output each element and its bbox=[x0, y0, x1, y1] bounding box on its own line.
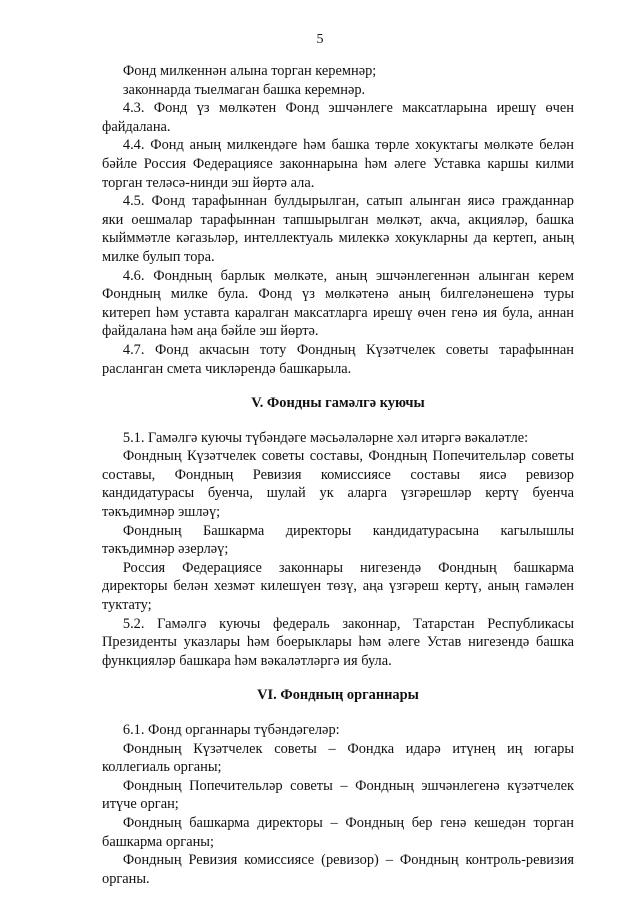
paragraph-5-1-item-2: Фондның Башкарма директоры кандидатурасына кагылышлы тәкъдимнәр әзерләү; bbox=[102, 522, 574, 558]
paragraph-6-1-item-3: Фондның башкарма директоры – Фондның бер генә кешедән торган башкарма органы; bbox=[102, 814, 574, 850]
paragraph-6-1-item-1: Фондның Күзәтчелек советы – Фондка идарә итүнең иң югары коллегиаль органы; bbox=[102, 740, 574, 776]
paragraph-5-1: 5.1. Гамәлгә куючы түбәндәге мәсьәләләрне хәл итәргә вәкаләтле: bbox=[122, 429, 529, 446]
paragraph-4-3: 4.3. Фонд үз мөлкәтен Фонд эшчәнлегe максатларына ирешү өчен файдалана. bbox=[102, 100, 574, 135]
paragraph-4-5: 4.5. Фонд тарафыннан булдырылган, сатып алынган яисә гражданнар яки оешмалар тарафыннан тапшырылган мөлкәт, акча, акцияләр, башка кыйммәтле кәгазьләр, интеллектуаль милеккә хокукларны да кертеп, аның милке булып тора. bbox=[102, 193, 574, 265]
paragraph-5-1-item-1: Фондның Күзәтчелек советы составы, Фондның Попечительләр советы составы, Фондның Ревизия комиссиясе составы яисә ревизор кандидатурасы буенча, шулай ук аларга үзгәрешләр кертү буенча тәкъдимнәр эшләү; bbox=[102, 448, 574, 521]
paragraph-6-1: 6.1. Фонд органнары түбәндәгеләр: bbox=[122, 722, 340, 738]
paragraph-6-1-item-2: Фондның Попечительләр советы – Фондның эшчәнлегенә күзәтчелек итүче орган; bbox=[102, 777, 574, 813]
section-vi-heading: VI. Фондның органнары bbox=[257, 687, 419, 704]
paragraph-4-6: 4.6. Фондның барлык мөлкәте, аның эшчәнлегеннән алынган керем Фондның милке була. Фонд үз мөлкәтенә аның билгеләнешенә туры китереп һәм уставта каралган максатларга ирешү өчен генә ия була, аннан файдалана һәм аңа бәйле эш йөртә. bbox=[102, 267, 574, 340]
paragraph-5-1-item-3: Россия Федерациясе законнары нигезендә Фондның башкарма директоры белән хезмәт килешүен төзү, аңа үзгәреш кертү, аның гамәлен туктату; bbox=[102, 559, 574, 614]
document-body bbox=[102, 62, 574, 888]
section-v-heading: V. Фондны гамәлгә куючы bbox=[251, 395, 425, 412]
page-number: 5 bbox=[316, 32, 324, 47]
paragraph-4-2-item-2: законнарда тыелмаган башка керемнәр. bbox=[122, 81, 366, 98]
paragraph-4-2-item-1: Фонд милкеннән алына торган керемнәр; bbox=[122, 63, 377, 79]
paragraph-4-4: 4.4. Фонд аның милкендәге һәм башка төрле хокуктагы мөлкәте белән бәйле Россия Федерациясе законнарына һәм әлеге Уставка каршы килми торган теләсә-нинди эш йөртә ала. bbox=[102, 137, 574, 191]
paragraph-4-7: 4.7. Фонд акчасын тоту Фондның Күзәтчелек советы тарафыннан расланган смета чикләрендә башкарыла. bbox=[102, 341, 574, 377]
paragraph-5-2: 5.2. Гамәлгә куючы федераль законнар, Татарстан Республикасы Президенты указлары һәм боерыклары һәм әлеге Устав нигезендә башка функцияләр башкара һәм вәкаләтләргә ия була. bbox=[102, 615, 574, 669]
paragraph-6-1-item-4: Фондның Ревизия комиссиясе (ревизор) – Фондның контроль-ревизия органы. bbox=[102, 852, 574, 887]
